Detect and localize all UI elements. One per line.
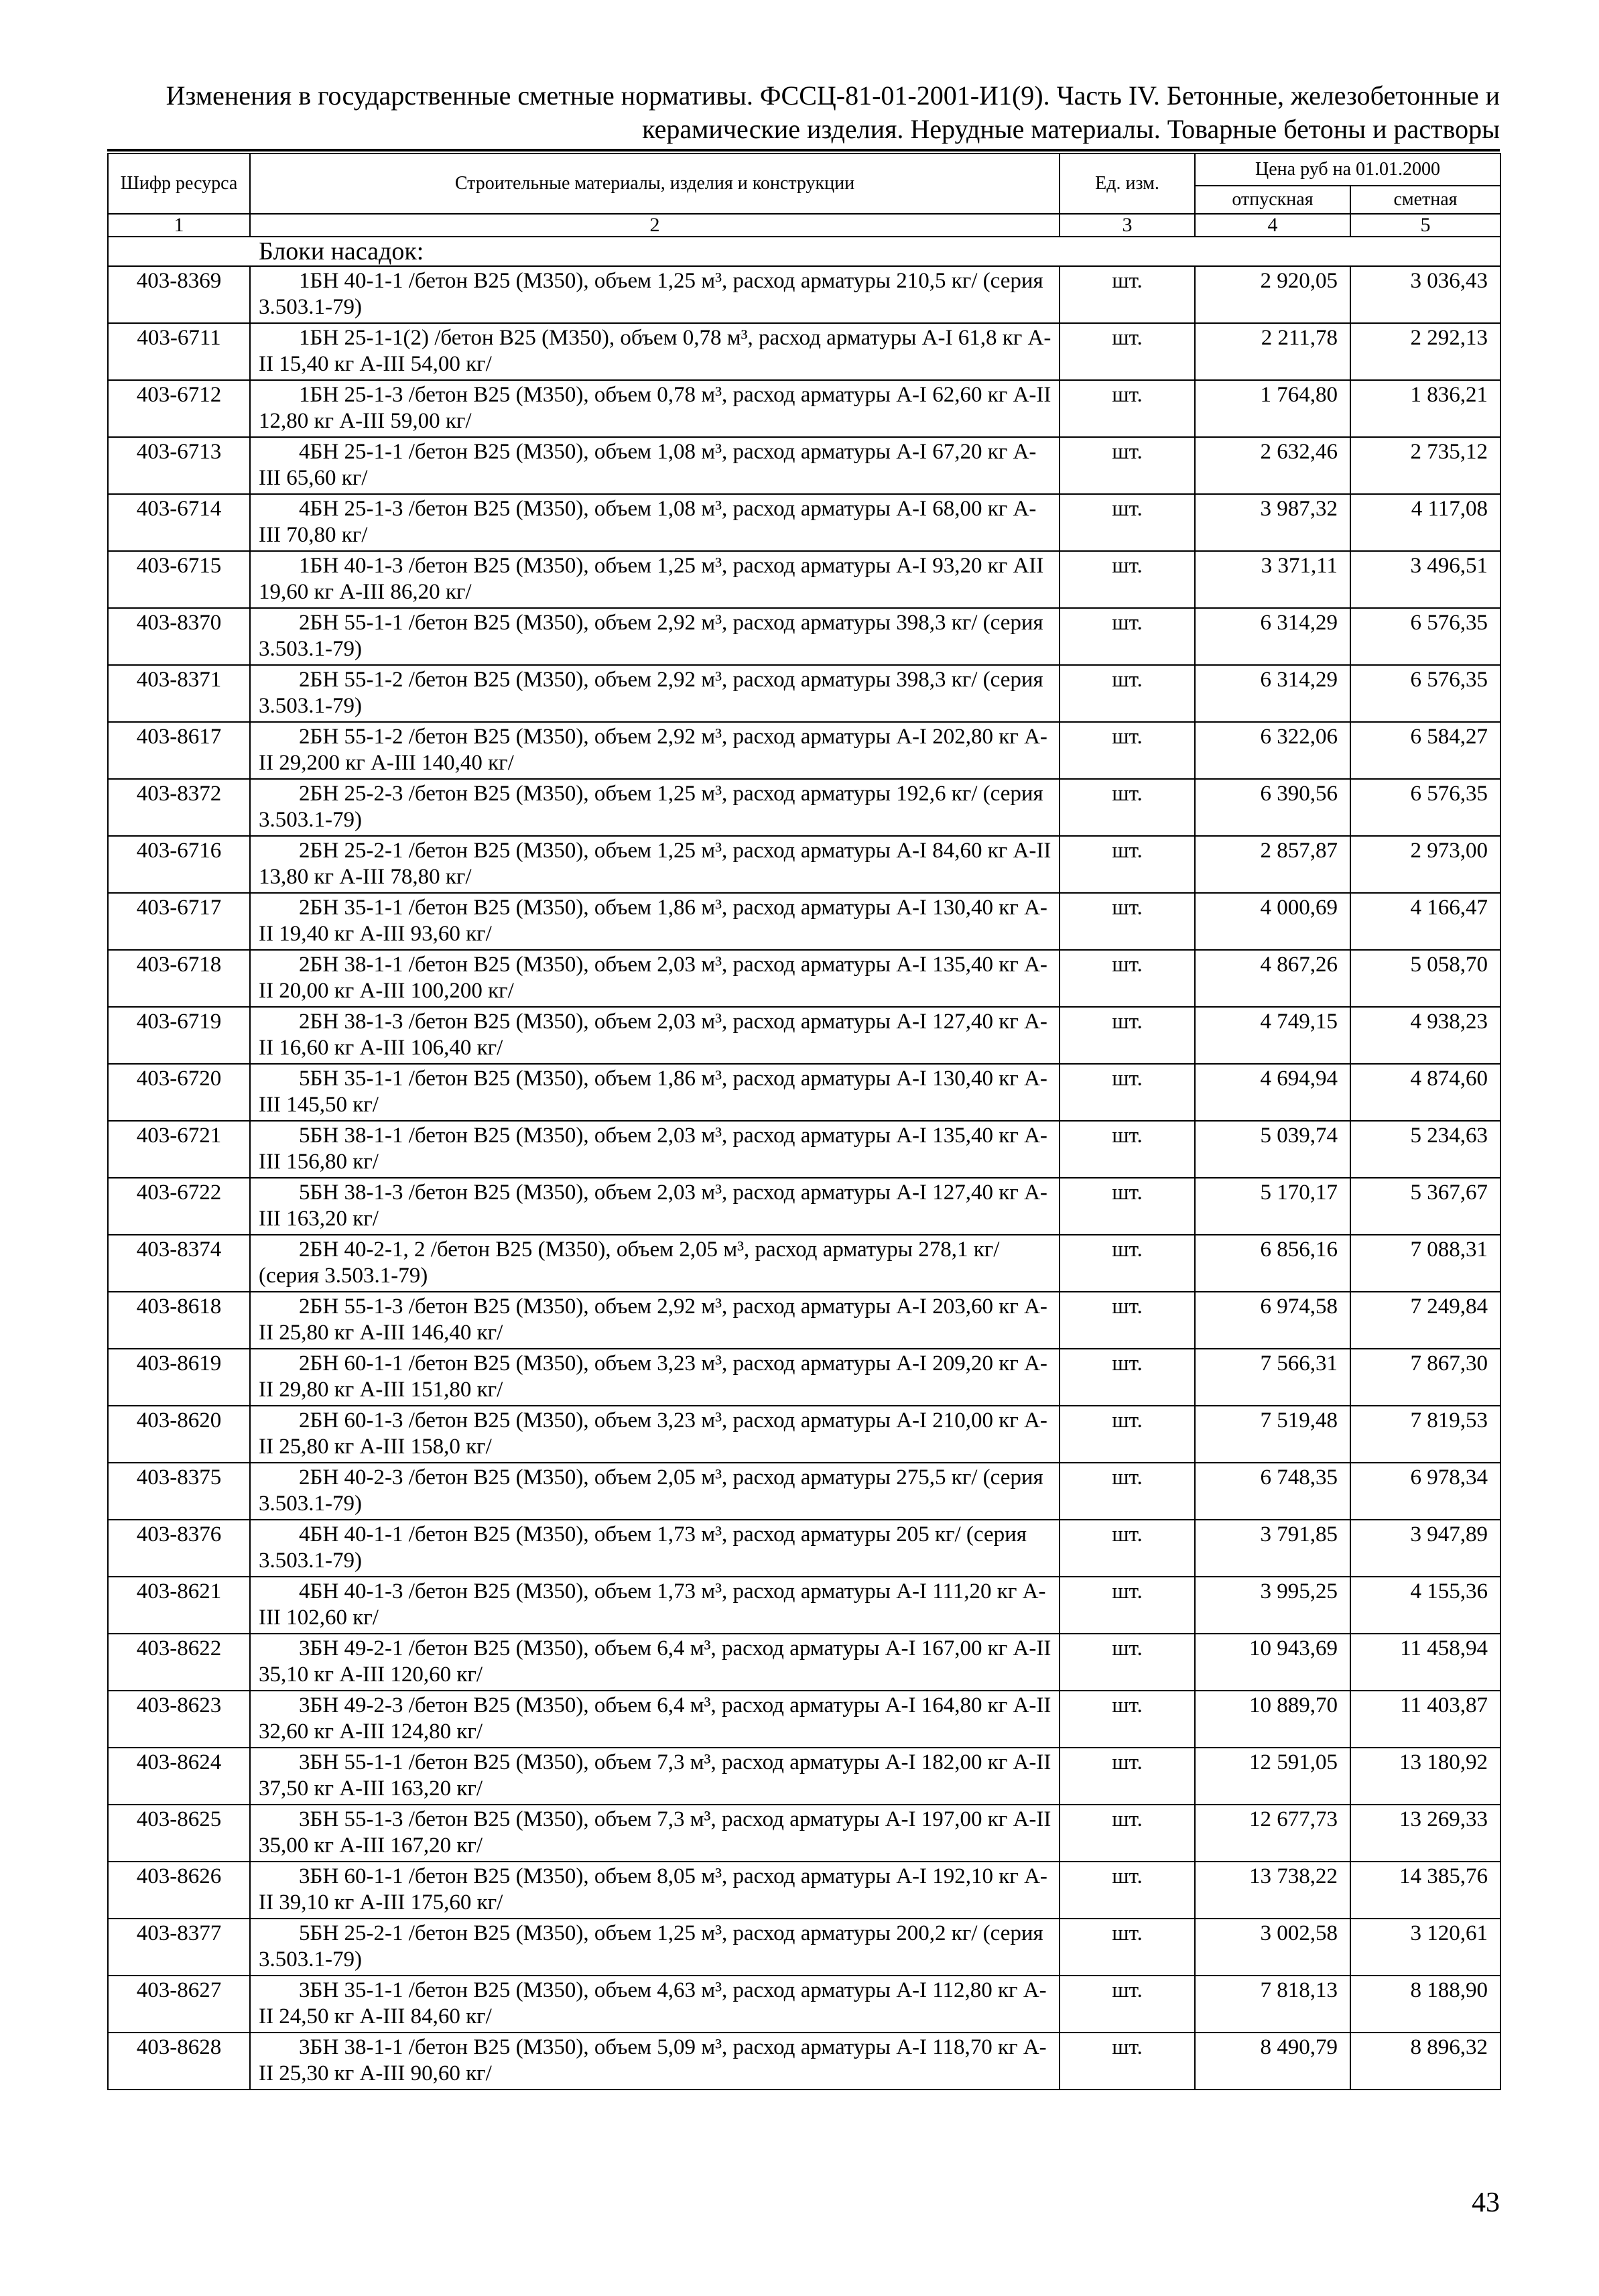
table-row <box>108 323 1500 380</box>
estimate-price: 6 584,27 <box>1350 722 1500 779</box>
table-row <box>108 722 1500 779</box>
table-row <box>108 893 1500 950</box>
release-price: 5 039,74 <box>1195 1121 1350 1178</box>
release-price: 2 857,87 <box>1195 836 1350 893</box>
table-row <box>108 1976 1500 2033</box>
estimate-price: 7 249,84 <box>1350 1292 1500 1349</box>
table-row <box>108 1406 1500 1463</box>
release-price: 6 314,29 <box>1195 665 1350 722</box>
release-price: 6 322,06 <box>1195 722 1350 779</box>
estimate-price: 11 403,87 <box>1350 1691 1500 1748</box>
section-title: Блоки насадок: <box>108 237 1500 266</box>
header-code: Шифр ресурса <box>108 154 250 214</box>
resource-code: 403-6719 <box>108 1007 250 1064</box>
release-price: 13 738,22 <box>1195 1862 1350 1919</box>
unit-of-measure: шт. <box>1060 722 1195 779</box>
estimate-price: 6 576,35 <box>1350 779 1500 836</box>
table-row <box>108 1577 1500 1634</box>
material-description: 3БН 60-1-1 /бетон В25 (М350), объем 8,05 м³, расход арматуры А-I 192,10 кг А-II 39,10 кг А-III 175,60 кг/ <box>250 1862 1060 1919</box>
release-price: 6 856,16 <box>1195 1235 1350 1292</box>
column-number: 3 <box>1060 214 1195 237</box>
column-number: 4 <box>1195 214 1350 237</box>
resource-code: 403-6717 <box>108 893 250 950</box>
resource-code: 403-8626 <box>108 1862 250 1919</box>
page-number: 43 <box>1472 2187 1500 2218</box>
table-row <box>108 1919 1500 1976</box>
estimate-price: 2 973,00 <box>1350 836 1500 893</box>
estimate-price: 3 036,43 <box>1350 266 1500 323</box>
unit-of-measure: шт. <box>1060 1805 1195 1862</box>
estimate-price: 7 867,30 <box>1350 1349 1500 1406</box>
unit-of-measure: шт. <box>1060 608 1195 665</box>
estimate-price: 4 938,23 <box>1350 1007 1500 1064</box>
material-description: 4БН 25-1-1 /бетон В25 (М350), объем 1,08 м³, расход арматуры А-I 67,20 кг А-III 65,60 кг/ <box>250 437 1060 494</box>
unit-of-measure: шт. <box>1060 1862 1195 1919</box>
table-row <box>108 494 1500 551</box>
unit-of-measure: шт. <box>1060 380 1195 437</box>
unit-of-measure: шт. <box>1060 1292 1195 1349</box>
section-row <box>108 237 1500 266</box>
estimate-price: 7 819,53 <box>1350 1406 1500 1463</box>
unit-of-measure: шт. <box>1060 1748 1195 1805</box>
release-price: 12 677,73 <box>1195 1805 1350 1862</box>
material-description: 2БН 25-2-3 /бетон В25 (М350), объем 1,25 м³, расход арматуры 192,6 кг/ (серия 3.503.1-79) <box>250 779 1060 836</box>
estimate-price: 4 155,36 <box>1350 1577 1500 1634</box>
unit-of-measure: шт. <box>1060 1235 1195 1292</box>
resource-code: 403-8628 <box>108 2033 250 2090</box>
release-price: 6 390,56 <box>1195 779 1350 836</box>
material-description: 3БН 35-1-1 /бетон В25 (М350), объем 4,63 м³, расход арматуры А-I 112,80 кг А-II 24,50 кг А-III 84,60 кг/ <box>250 1976 1060 2033</box>
resource-code: 403-6716 <box>108 836 250 893</box>
material-description: 2БН 40-2-3 /бетон В25 (М350), объем 2,05 м³, расход арматуры 275,5 кг/ (серия 3.503.1-79) <box>250 1463 1060 1520</box>
column-number-row <box>108 214 1500 237</box>
material-description: 2БН 55-1-2 /бетон В25 (М350), объем 2,92 м³, расход арматуры А-I 202,80 кг А-II 29,200 кг А-III 140,40 кг/ <box>250 722 1060 779</box>
unit-of-measure: шт. <box>1060 1007 1195 1064</box>
material-description: 4БН 40-1-1 /бетон В25 (М350), объем 1,73 м³, расход арматуры 205 кг/ (серия 3.503.1-79) <box>250 1520 1060 1577</box>
resource-code: 403-6713 <box>108 437 250 494</box>
unit-of-measure: шт. <box>1060 494 1195 551</box>
unit-of-measure: шт. <box>1060 950 1195 1007</box>
release-price: 7 519,48 <box>1195 1406 1350 1463</box>
table-row <box>108 266 1500 323</box>
resource-code: 403-8369 <box>108 266 250 323</box>
header-line-1: Изменения в государственные сметные нормативы. ФССЦ-81-01-2001-И1(9). Часть IV. Бетонные, железобетонные и <box>166 80 1500 111</box>
estimate-price: 13 269,33 <box>1350 1805 1500 1862</box>
resource-code: 403-6711 <box>108 323 250 380</box>
table-row <box>108 779 1500 836</box>
estimate-price: 4 117,08 <box>1350 494 1500 551</box>
material-description: 5БН 38-1-1 /бетон В25 (М350), объем 2,03 м³, расход арматуры А-I 135,40 кг А-III 156,80 кг/ <box>250 1121 1060 1178</box>
release-price: 3 791,85 <box>1195 1520 1350 1577</box>
material-description: 2БН 55-1-2 /бетон В25 (М350), объем 2,92 м³, расход арматуры 398,3 кг/ (серия 3.503.1-79) <box>250 665 1060 722</box>
table-row <box>108 1235 1500 1292</box>
unit-of-measure: шт. <box>1060 266 1195 323</box>
table-header <box>108 154 1500 237</box>
table-row <box>108 836 1500 893</box>
estimate-price: 4 874,60 <box>1350 1064 1500 1121</box>
resource-code: 403-8376 <box>108 1520 250 1577</box>
unit-of-measure: шт. <box>1060 1520 1195 1577</box>
estimate-price: 13 180,92 <box>1350 1748 1500 1805</box>
table-row <box>108 1805 1500 1862</box>
release-price: 7 818,13 <box>1195 1976 1350 2033</box>
unit-of-measure: шт. <box>1060 551 1195 608</box>
material-description: 2БН 25-2-1 /бетон В25 (М350), объем 1,25 м³, расход арматуры А-I 84,60 кг А-II 13,80 кг А-III 78,80 кг/ <box>250 836 1060 893</box>
unit-of-measure: шт. <box>1060 323 1195 380</box>
estimate-price: 8 188,90 <box>1350 1976 1500 2033</box>
estimate-price: 8 896,32 <box>1350 2033 1500 2090</box>
release-price: 2 211,78 <box>1195 323 1350 380</box>
resource-code: 403-6714 <box>108 494 250 551</box>
material-description: 3БН 38-1-1 /бетон В25 (М350), объем 5,09 м³, расход арматуры А-I 118,70 кг А-II 25,30 кг А-III 90,60 кг/ <box>250 2033 1060 2090</box>
table-row <box>108 1748 1500 1805</box>
estimate-price: 5 058,70 <box>1350 950 1500 1007</box>
release-price: 2 632,46 <box>1195 437 1350 494</box>
table-row <box>108 1463 1500 1520</box>
material-description: 2БН 40-2-1, 2 /бетон В25 (М350), объем 2,05 м³, расход арматуры 278,1 кг/ (серия 3.503.1-79) <box>250 1235 1060 1292</box>
estimate-price: 5 234,63 <box>1350 1121 1500 1178</box>
material-description: 4БН 40-1-3 /бетон В25 (М350), объем 1,73 м³, расход арматуры А-I 111,20 кг А-III 102,60 кг/ <box>250 1577 1060 1634</box>
resource-code: 403-8377 <box>108 1919 250 1976</box>
unit-of-measure: шт. <box>1060 2033 1195 2090</box>
estimate-price: 11 458,94 <box>1350 1634 1500 1691</box>
release-price: 6 314,29 <box>1195 608 1350 665</box>
price-table <box>107 153 1501 2090</box>
table-row <box>108 608 1500 665</box>
material-description: 3БН 55-1-1 /бетон В25 (М350), объем 7,3 м³, расход арматуры А-I 182,00 кг А-II 37,50 кг А-III 163,20 кг/ <box>250 1748 1060 1805</box>
release-price: 8 490,79 <box>1195 2033 1350 2090</box>
table-row <box>108 1292 1500 1349</box>
material-description: 3БН 55-1-3 /бетон В25 (М350), объем 7,3 м³, расход арматуры А-I 197,00 кг А-II 35,00 кг А-III 167,20 кг/ <box>250 1805 1060 1862</box>
header-unit: Ед. изм. <box>1060 154 1195 214</box>
resource-code: 403-8375 <box>108 1463 250 1520</box>
material-description: 4БН 25-1-3 /бетон В25 (М350), объем 1,08 м³, расход арматуры А-I 68,00 кг А-III 70,80 кг/ <box>250 494 1060 551</box>
table-row <box>108 551 1500 608</box>
material-description: 5БН 38-1-3 /бетон В25 (М350), объем 2,03 м³, расход арматуры А-I 127,40 кг А-III 163,20 кг/ <box>250 1178 1060 1235</box>
table-row <box>108 380 1500 437</box>
resource-code: 403-8622 <box>108 1634 250 1691</box>
table-row <box>108 665 1500 722</box>
table-row <box>108 950 1500 1007</box>
resource-code: 403-6721 <box>108 1121 250 1178</box>
table-row <box>108 1349 1500 1406</box>
header-price-group: Цена руб на 01.01.2000 <box>1195 154 1500 186</box>
resource-code: 403-8621 <box>108 1577 250 1634</box>
resource-code: 403-8374 <box>108 1235 250 1292</box>
column-number: 1 <box>108 214 250 237</box>
estimate-price: 2 292,13 <box>1350 323 1500 380</box>
estimate-price: 4 166,47 <box>1350 893 1500 950</box>
unit-of-measure: шт. <box>1060 1349 1195 1406</box>
resource-code: 403-8620 <box>108 1406 250 1463</box>
header-description: Строительные материалы, изделия и конструкции <box>250 154 1060 214</box>
page-header <box>107 79 1500 146</box>
resource-code: 403-8372 <box>108 779 250 836</box>
resource-code: 403-8625 <box>108 1805 250 1862</box>
table-row <box>108 1121 1500 1178</box>
unit-of-measure: шт. <box>1060 779 1195 836</box>
release-price: 4 749,15 <box>1195 1007 1350 1064</box>
release-price: 3 002,58 <box>1195 1919 1350 1976</box>
release-price: 4 694,94 <box>1195 1064 1350 1121</box>
material-description: 2БН 38-1-3 /бетон В25 (М350), объем 2,03 м³, расход арматуры А-I 127,40 кг А-II 16,60 кг А-III 106,40 кг/ <box>250 1007 1060 1064</box>
unit-of-measure: шт. <box>1060 1463 1195 1520</box>
material-description: 2БН 60-1-3 /бетон В25 (М350), объем 3,23 м³, расход арматуры А-I 210,00 кг А-II 25,80 кг А-III 158,0 кг/ <box>250 1406 1060 1463</box>
unit-of-measure: шт. <box>1060 836 1195 893</box>
release-price: 3 987,32 <box>1195 494 1350 551</box>
resource-code: 403-8617 <box>108 722 250 779</box>
table-body <box>108 237 1500 2090</box>
material-description: 3БН 49-2-1 /бетон В25 (М350), объем 6,4 м³, расход арматуры А-I 167,00 кг А-II 35,10 кг А-III 120,60 кг/ <box>250 1634 1060 1691</box>
material-description: 2БН 55-1-3 /бетон В25 (М350), объем 2,92 м³, расход арматуры А-I 203,60 кг А-II 25,80 кг А-III 146,40 кг/ <box>250 1292 1060 1349</box>
resource-code: 403-6718 <box>108 950 250 1007</box>
unit-of-measure: шт. <box>1060 893 1195 950</box>
resource-code: 403-8370 <box>108 608 250 665</box>
material-description: 1БН 40-1-3 /бетон В25 (М350), объем 1,25 м³, расход арматуры А-I 93,20 кг АII 19,60 кг А-III 86,20 кг/ <box>250 551 1060 608</box>
release-price: 2 920,05 <box>1195 266 1350 323</box>
header-rule <box>107 149 1500 152</box>
release-price: 5 170,17 <box>1195 1178 1350 1235</box>
material-description: 5БН 25-2-1 /бетон В25 (М350), объем 1,25 м³, расход арматуры 200,2 кг/ (серия 3.503.1-79) <box>250 1919 1060 1976</box>
resource-code: 403-6712 <box>108 380 250 437</box>
release-price: 4 000,69 <box>1195 893 1350 950</box>
resource-code: 403-6722 <box>108 1178 250 1235</box>
resource-code: 403-8371 <box>108 665 250 722</box>
release-price: 6 974,58 <box>1195 1292 1350 1349</box>
estimate-price: 3 496,51 <box>1350 551 1500 608</box>
unit-of-measure: шт. <box>1060 437 1195 494</box>
table-row <box>108 1064 1500 1121</box>
release-price: 10 943,69 <box>1195 1634 1350 1691</box>
release-price: 3 371,11 <box>1195 551 1350 608</box>
release-price: 10 889,70 <box>1195 1691 1350 1748</box>
release-price: 1 764,80 <box>1195 380 1350 437</box>
estimate-price: 14 385,76 <box>1350 1862 1500 1919</box>
material-description: 3БН 49-2-3 /бетон В25 (М350), объем 6,4 м³, расход арматуры А-I 164,80 кг А-II 32,60 кг А-III 124,80 кг/ <box>250 1691 1060 1748</box>
table-row <box>108 1634 1500 1691</box>
material-description: 2БН 60-1-1 /бетон В25 (М350), объем 3,23 м³, расход арматуры А-I 209,20 кг А-II 29,80 кг А-III 151,80 кг/ <box>250 1349 1060 1406</box>
material-description: 1БН 40-1-1 /бетон В25 (М350), объем 1,25 м³, расход арматуры 210,5 кг/ (серия 3.503.1-79) <box>250 266 1060 323</box>
material-description: 5БН 35-1-1 /бетон В25 (М350), объем 1,86 м³, расход арматуры А-I 130,40 кг А-III 145,50 кг/ <box>250 1064 1060 1121</box>
column-number: 2 <box>250 214 1060 237</box>
unit-of-measure: шт. <box>1060 1976 1195 2033</box>
unit-of-measure: шт. <box>1060 1178 1195 1235</box>
column-number: 5 <box>1350 214 1500 237</box>
unit-of-measure: шт. <box>1060 665 1195 722</box>
unit-of-measure: шт. <box>1060 1064 1195 1121</box>
resource-code: 403-8624 <box>108 1748 250 1805</box>
estimate-price: 3 947,89 <box>1350 1520 1500 1577</box>
material-description: 2БН 35-1-1 /бетон В25 (М350), объем 1,86 м³, расход арматуры А-I 130,40 кг А-II 19,40 кг А-III 93,60 кг/ <box>250 893 1060 950</box>
estimate-price: 3 120,61 <box>1350 1919 1500 1976</box>
table-row <box>108 1007 1500 1064</box>
resource-code: 403-8627 <box>108 1976 250 2033</box>
material-description: 1БН 25-1-1(2) /бетон В25 (М350), объем 0,78 м³, расход арматуры А-I 61,8 кг А-II 15,40 кг А-III 54,00 кг/ <box>250 323 1060 380</box>
table-row <box>108 2033 1500 2090</box>
header-estimate-price: сметная <box>1350 186 1500 214</box>
table-row <box>108 437 1500 494</box>
estimate-price: 7 088,31 <box>1350 1235 1500 1292</box>
material-description: 1БН 25-1-3 /бетон В25 (М350), объем 0,78 м³, расход арматуры А-I 62,60 кг А-II 12,80 кг А-III 59,00 кг/ <box>250 380 1060 437</box>
table-row <box>108 1520 1500 1577</box>
estimate-price: 6 978,34 <box>1350 1463 1500 1520</box>
resource-code: 403-6715 <box>108 551 250 608</box>
unit-of-measure: шт. <box>1060 1691 1195 1748</box>
resource-code: 403-8618 <box>108 1292 250 1349</box>
resource-code: 403-8623 <box>108 1691 250 1748</box>
material-description: 2БН 38-1-1 /бетон В25 (М350), объем 2,03 м³, расход арматуры А-I 135,40 кг А-II 20,00 кг А-III 100,200 кг/ <box>250 950 1060 1007</box>
release-price: 7 566,31 <box>1195 1349 1350 1406</box>
release-price: 4 867,26 <box>1195 950 1350 1007</box>
table-row <box>108 1178 1500 1235</box>
estimate-price: 1 836,21 <box>1350 380 1500 437</box>
resource-code: 403-6720 <box>108 1064 250 1121</box>
material-description: 2БН 55-1-1 /бетон В25 (М350), объем 2,92 м³, расход арматуры 398,3 кг/ (серия 3.503.1-79) <box>250 608 1060 665</box>
table-row <box>108 1862 1500 1919</box>
unit-of-measure: шт. <box>1060 1121 1195 1178</box>
unit-of-measure: шт. <box>1060 1577 1195 1634</box>
estimate-price: 6 576,35 <box>1350 665 1500 722</box>
header-release-price: отпускная <box>1195 186 1350 214</box>
resource-code: 403-8619 <box>108 1349 250 1406</box>
release-price: 3 995,25 <box>1195 1577 1350 1634</box>
unit-of-measure: шт. <box>1060 1406 1195 1463</box>
estimate-price: 2 735,12 <box>1350 437 1500 494</box>
release-price: 12 591,05 <box>1195 1748 1350 1805</box>
unit-of-measure: шт. <box>1060 1919 1195 1976</box>
release-price: 6 748,35 <box>1195 1463 1350 1520</box>
unit-of-measure: шт. <box>1060 1634 1195 1691</box>
estimate-price: 5 367,67 <box>1350 1178 1500 1235</box>
table-row <box>108 1691 1500 1748</box>
header-line-2: керамические изделия. Нерудные материалы. Товарные бетоны и растворы <box>642 114 1500 144</box>
estimate-price: 6 576,35 <box>1350 608 1500 665</box>
